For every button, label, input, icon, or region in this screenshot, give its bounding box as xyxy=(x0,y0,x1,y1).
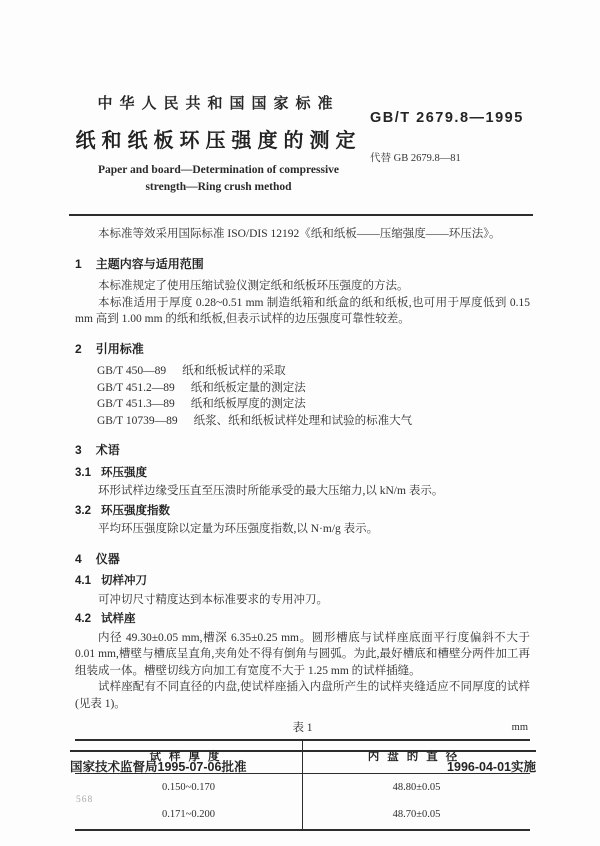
section-2-title: 引用标准 xyxy=(95,341,144,356)
clause-4-1-number: 4.1 xyxy=(75,575,91,587)
reference-code: GB/T 450—89 xyxy=(97,365,167,377)
clause-3-1-text: 环形试样边缘受压直至压溃时所能承受的最大压缩力,以 kN/m 表示。 xyxy=(98,485,444,497)
table-row xyxy=(75,801,530,830)
reference-code: GB/T 451.2—89 xyxy=(97,381,175,394)
clause-4-1-text: 可冲切尺寸精度达到本标准要求的专用冲刀。 xyxy=(98,593,328,606)
section-3-number: 3 xyxy=(75,443,82,457)
clause-3-1-heading xyxy=(75,465,530,482)
clause-4-2-para-2: 试样座配有不同直径的内盘,使试样座插入内盘所产生的试样夹缝适应不同厚度的试样(见表 1)。 xyxy=(75,681,530,710)
implementation-text: 1996-04-01实施 xyxy=(447,760,536,774)
header-title-block xyxy=(75,96,370,196)
reference-item xyxy=(97,413,530,430)
diameter-cell: 48.70±0.05 xyxy=(392,809,441,820)
reference-title: 纸和纸板厚度的测定法 xyxy=(190,398,306,410)
reference-title: 纸和纸板试样的采取 xyxy=(182,365,286,377)
clause-3-1-number: 3.1 xyxy=(75,466,91,479)
section-4-title: 仪器 xyxy=(95,551,120,566)
approval-text: 国家技术监督局1995-07-06批准 xyxy=(70,760,247,774)
standard-title-zh: 纸和纸板环压强度的测定 xyxy=(75,129,362,152)
reference-item xyxy=(97,363,530,380)
clause-4-2-para-1: 内径 49.30±0.05 mm,槽深 6.35±0.25 mm。圆形槽底与试样座底面平行度偏斜不大于 0.01 mm,槽壁与槽底呈直角,夹角处不得有倒角与圆弧。为此,最好槽底和槽壁分两件加工再组装成一体。槽壁切线方向加工有宽度不大于 1.25 mm 的试样插缝。 xyxy=(75,631,530,677)
clause-3-2-title: 环压强度指数 xyxy=(101,504,170,517)
diameter-cell: 48.80±0.05 xyxy=(392,781,441,793)
section-1-para-2: 本标准适用于厚度 0.28~0.51 mm 制造纸箱和纸盒的纸和纸板,也可用于厚度低到 0.15 mm 高到 1.00 mm 的纸和纸板,但表示试样的边压强度可靠性较差。 xyxy=(75,296,530,325)
table-column-header-thickness: 试样厚度 xyxy=(75,740,303,773)
clause-4-2-title: 试样座 xyxy=(101,613,136,625)
section-4-number: 4 xyxy=(75,551,82,566)
section-2-number: 2 xyxy=(75,341,82,356)
reference-code: GB/T 10739—89 xyxy=(97,414,178,427)
national-standard-label: 中华人民共和国国家标准 xyxy=(97,95,340,112)
table-1-caption: 表 1 xyxy=(292,722,313,734)
section-1-heading xyxy=(75,256,530,273)
section-2-heading xyxy=(75,341,530,358)
header-rule xyxy=(69,214,533,216)
reference-title: 纸和纸板定量的测定法 xyxy=(190,381,306,394)
table-1-caption-row xyxy=(75,720,530,737)
intro-paragraph: 本标准等效采用国际标准 ISO/DIS 12192《纸和纸板——压缩强度——环压法》。 xyxy=(98,228,501,240)
table-column-header-diameter: 内盘的直径 xyxy=(303,740,531,773)
section-3-heading xyxy=(75,442,530,459)
section-1-title: 主题内容与适用范围 xyxy=(95,256,204,271)
standard-title-en-line2: strength—Ring crush method xyxy=(145,181,292,193)
thickness-cell: 0.171~0.200 xyxy=(75,801,303,830)
document-footer xyxy=(70,750,536,776)
reference-list xyxy=(75,363,530,429)
table-row xyxy=(75,773,530,801)
thickness-cell: 0.150~0.170 xyxy=(75,773,303,801)
reference-title: 纸浆、纸和纸板试样处理和试验的标准大气 xyxy=(193,414,413,427)
clause-4-2-heading xyxy=(75,611,530,628)
clause-3-2-text: 平均环压强度除以定量为环压强度指数,以 N·m/g 表示。 xyxy=(98,523,379,535)
replaces-note: 代替 GB 2679.8—81 xyxy=(370,152,461,164)
header-code-block xyxy=(370,96,530,196)
section-1-number: 1 xyxy=(75,256,82,271)
table-1-unit: mm xyxy=(511,722,528,733)
standard-header xyxy=(75,96,530,196)
section-3-title: 术语 xyxy=(95,443,120,457)
clause-4-2-number: 4.2 xyxy=(75,613,91,625)
clause-3-1-title: 环压强度 xyxy=(101,466,147,479)
standard-title-en xyxy=(75,162,362,196)
reference-code: GB/T 451.3—89 xyxy=(97,398,175,410)
clause-4-1-title: 切样冲刀 xyxy=(101,575,147,587)
reference-item xyxy=(97,396,530,413)
standard-title-en-line1: Paper and board—Determination of compressive xyxy=(97,164,340,176)
clause-3-2-number: 3.2 xyxy=(75,504,91,517)
page-number: 568 xyxy=(76,795,94,805)
section-4-heading xyxy=(75,551,530,568)
clause-3-2-heading xyxy=(75,503,530,520)
section-1-para-1: 本标准规定了使用压缩试验仪测定纸和纸板环压强度的方法。 xyxy=(98,280,409,292)
reference-item xyxy=(97,380,530,397)
clause-4-1-heading xyxy=(75,573,530,590)
standard-code: GB/T 2679.8—1995 xyxy=(370,110,524,126)
